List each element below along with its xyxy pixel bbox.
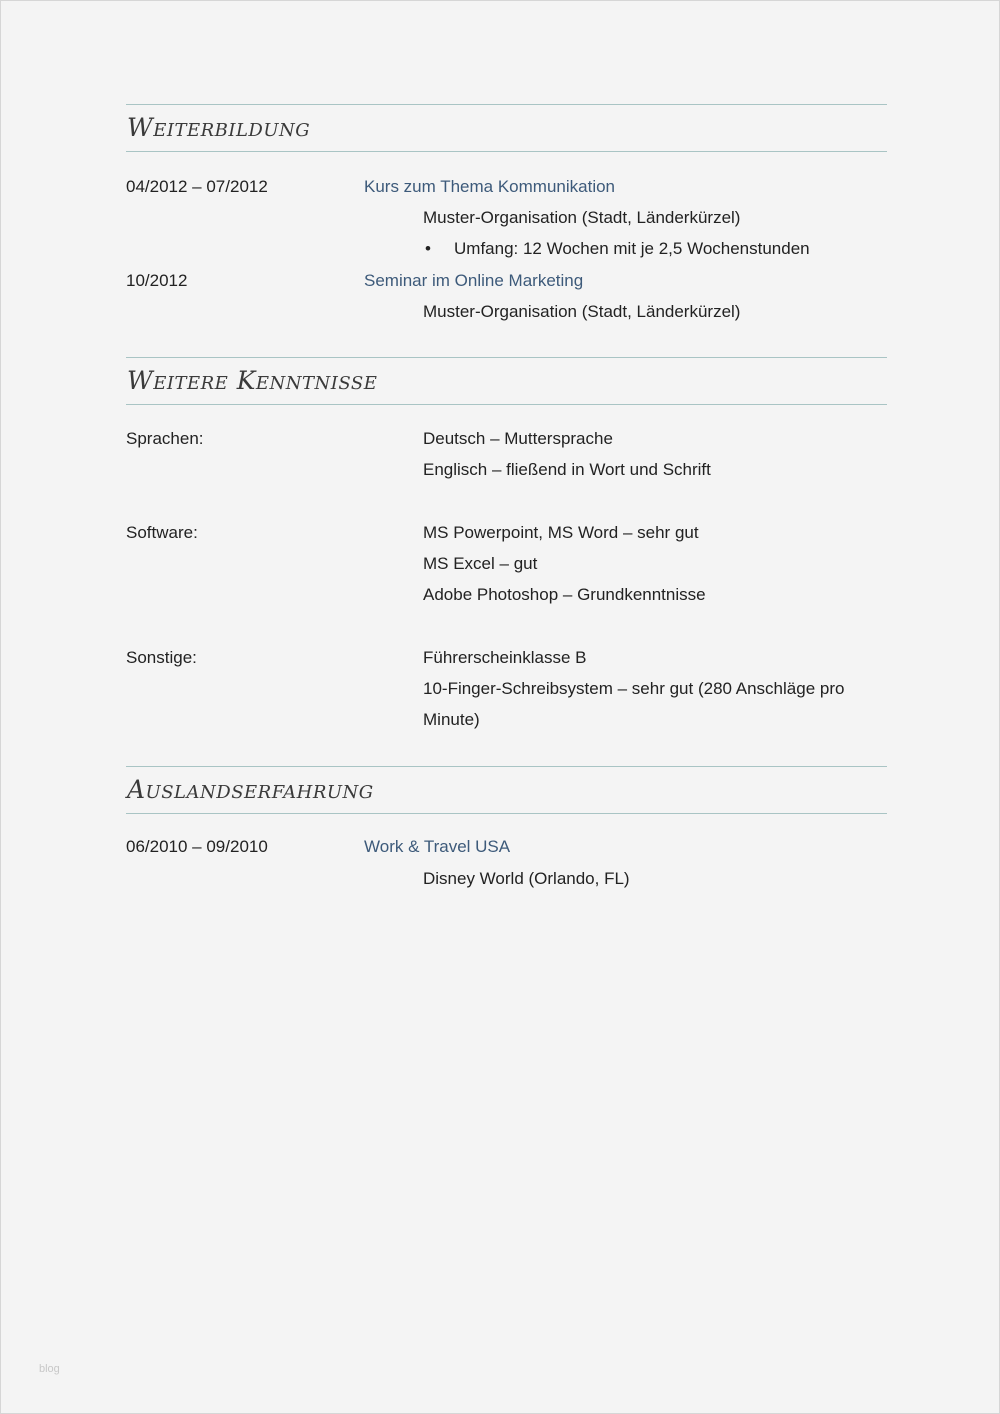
entry-organization: Muster-Organisation (Stadt, Länderkürzel)	[423, 302, 741, 321]
skill-line: Führerscheinklasse B	[423, 648, 587, 667]
section-bottom-rule	[126, 404, 887, 405]
skill-line: Minute)	[423, 710, 480, 729]
entry-date: 06/2010 – 09/2010	[126, 837, 268, 856]
section-bottom-rule	[126, 151, 887, 152]
watermark-text: blog	[39, 1363, 60, 1375]
entry-title: Seminar im Online Marketing	[364, 271, 584, 290]
section-heading: Weitere Kenntnisse	[127, 366, 378, 395]
skill-line: MS Excel – gut	[423, 554, 538, 573]
entry-date: 10/2012	[126, 271, 188, 290]
skill-label: Sonstige:	[126, 648, 197, 667]
entry-bullet-text: Umfang: 12 Wochen mit je 2,5 Wochenstunden	[454, 239, 810, 258]
section-kenntnisse	[126, 357, 887, 405]
section-bottom-rule	[126, 813, 887, 814]
skill-label: Sprachen:	[126, 429, 204, 448]
bullet-dot: •	[425, 239, 431, 258]
entry-date: 04/2012 – 07/2012	[126, 177, 268, 196]
skill-line: Englisch – fließend in Wort und Schrift	[423, 460, 711, 479]
skill-line: Deutsch – Muttersprache	[423, 429, 613, 448]
entry-title: Kurs zum Thema Kommunikation	[364, 177, 616, 196]
section-weiterbildung	[126, 104, 887, 152]
section-auslandserfahrung	[126, 766, 887, 814]
skill-line: 10-Finger-Schreibsystem – sehr gut (280 Anschläge pro	[423, 679, 845, 698]
section-heading: Weiterbildung	[127, 113, 311, 142]
entry-organization: Muster-Organisation (Stadt, Länderkürzel)	[423, 208, 741, 227]
entry-title: Work & Travel USA	[364, 837, 511, 856]
skill-label: Software:	[126, 523, 198, 542]
skill-line: MS Powerpoint, MS Word – sehr gut	[423, 523, 699, 542]
section-heading: Auslandserfahrung	[127, 775, 374, 804]
entry-place: Disney World (Orlando, FL)	[423, 869, 630, 888]
skill-line: Adobe Photoshop – Grundkenntnisse	[423, 585, 706, 604]
